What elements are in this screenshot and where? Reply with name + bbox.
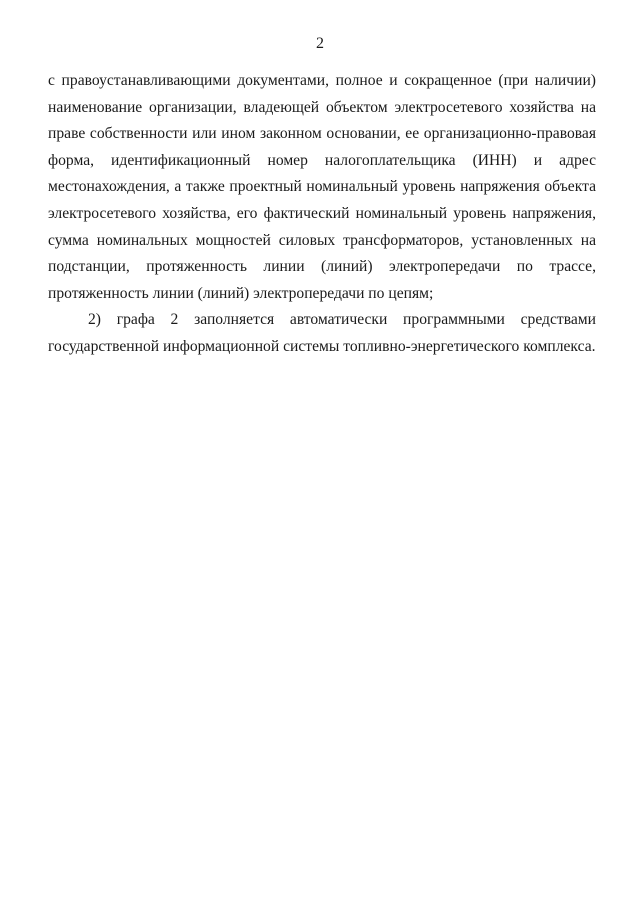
- text-line: подстанции, протяженность линии (линий) электропередачи по трассе,: [48, 258, 596, 276]
- text-line: местонахождения, а также проектный номинальный уровень напряжения объекта: [48, 178, 596, 196]
- text-line: электросетевого хозяйства, его фактический номинальный уровень напряжения,: [48, 204, 596, 222]
- paragraph-1: [48, 68, 596, 307]
- text-line: с правоустанавливающими документами, полное и сокращенное (при наличии): [48, 72, 596, 89]
- text-line: форма, идентификационный номер налогоплательщика (ИНН) и адрес: [48, 151, 596, 169]
- text-line: сумма номинальных мощностей силовых трансформаторов, установленных на: [48, 231, 596, 249]
- text-line: праве собственности или ином законном основании, ее организационно-правовая: [48, 125, 596, 143]
- text-line: государственной информационной системы топливно-энергетического комплекса.: [48, 337, 596, 355]
- paragraph-2: [48, 307, 596, 360]
- text-line: протяженность линии (линий) электропередачи по цепям;: [48, 284, 434, 302]
- text-line: наименование организации, владеющей объектом электросетевого хозяйства на: [48, 98, 596, 116]
- document-body: [48, 68, 596, 361]
- page-number: 2: [316, 35, 324, 52]
- text-line: 2) графа 2 заполняется автоматически программными средствами: [88, 311, 596, 329]
